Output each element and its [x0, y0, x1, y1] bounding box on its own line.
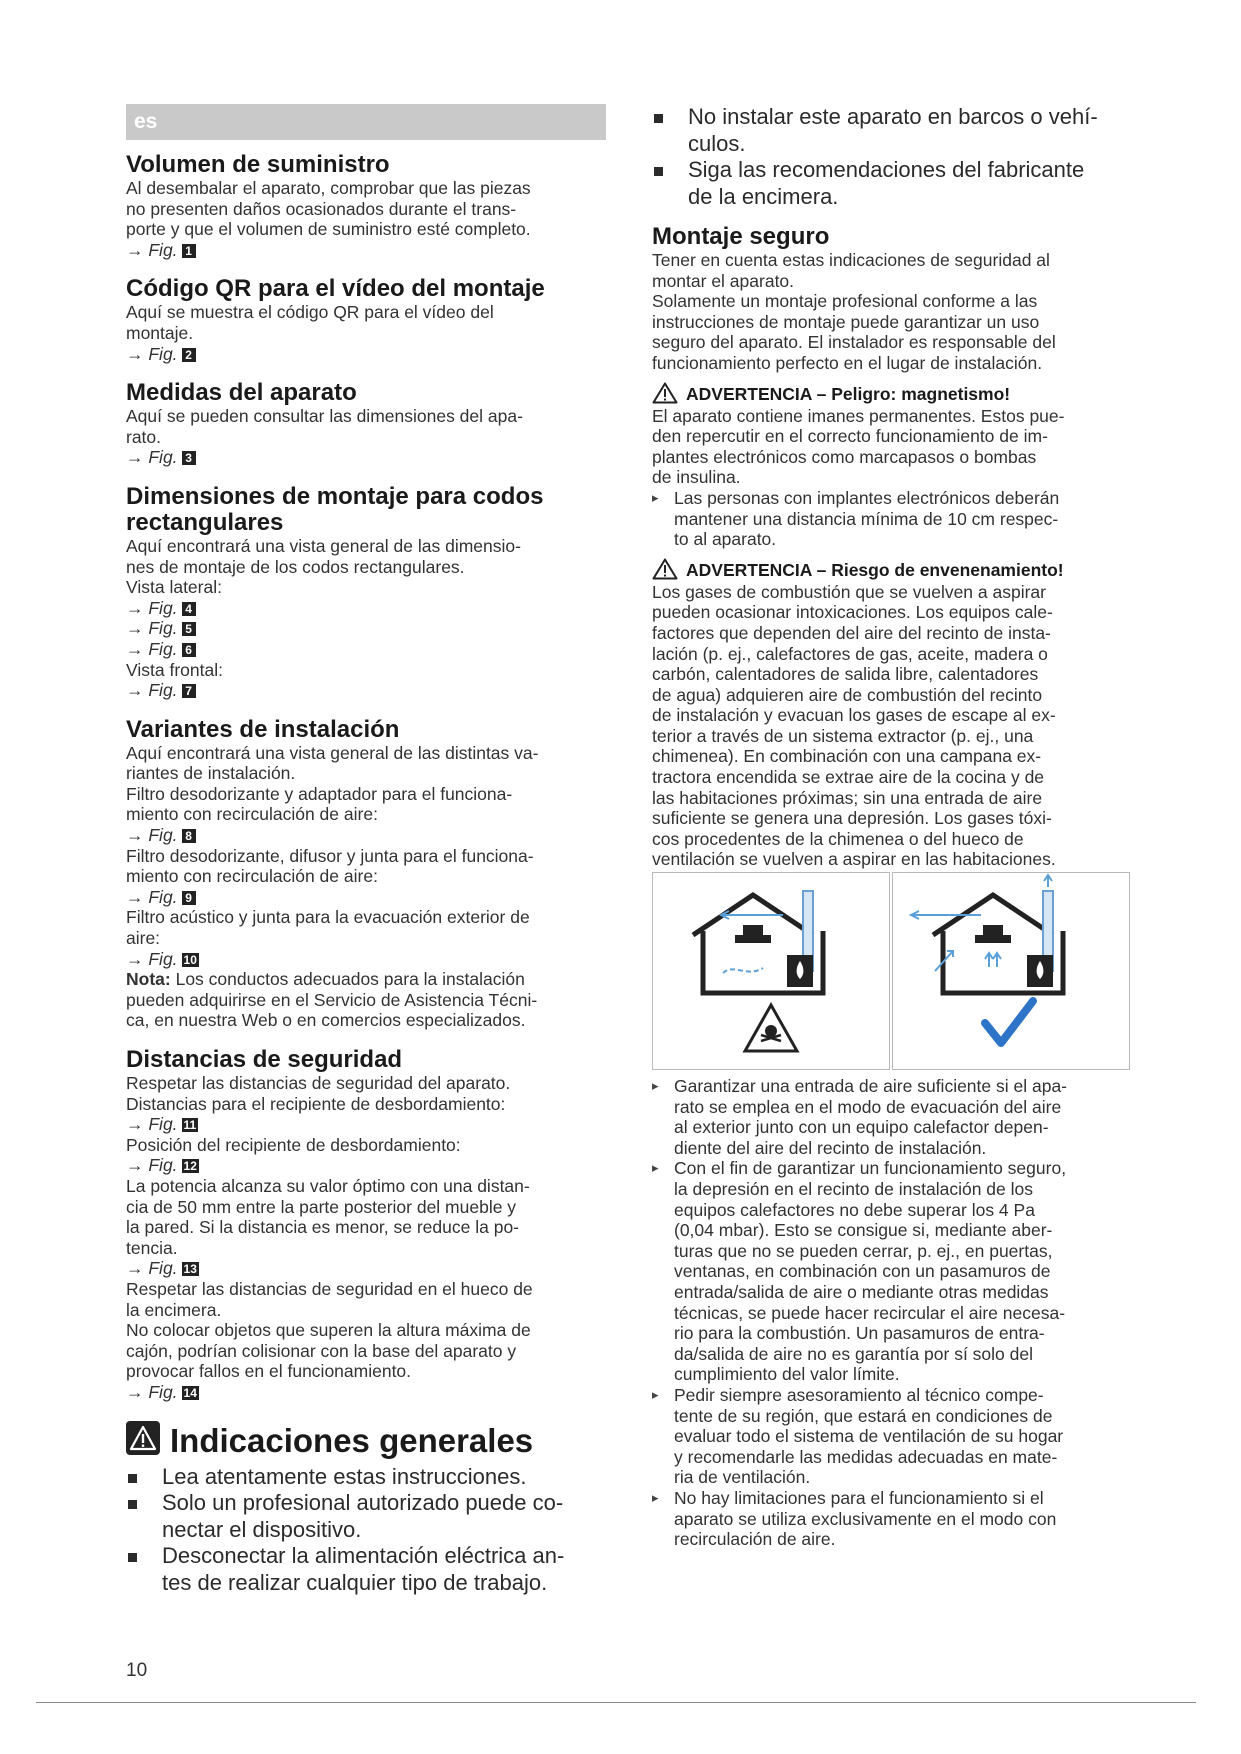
- list-item: ▸ No hay limitaciones para el funcionamiento si el aparato se utiliza exclusivamente en el modo con recirculación de aire.: [652, 1488, 1130, 1550]
- text-line: No colocar objetos que superen la altura máxima de: [126, 1320, 531, 1341]
- checkmark-icon: [985, 1001, 1033, 1043]
- text-line: la pared. Si la distancia es menor, se reduce la po-: [126, 1217, 519, 1238]
- text-line: nes de montaje de los codos rectangulares.: [126, 556, 465, 577]
- text-line: factores que dependen del aire del recinto de insta-: [652, 622, 1051, 643]
- text-line: miento con recirculación de aire:: [126, 804, 378, 825]
- text-line: Filtro acústico y junta para la evacuación exterior de: [126, 907, 530, 928]
- figure-ref: → Fig. 10: [126, 948, 197, 969]
- text-line: lación (p. ej., calefactores de gas, aceite, madera o: [652, 643, 1048, 664]
- list-item: Lea atentamente estas instrucciones.: [126, 1464, 606, 1491]
- note-line: ca, en nuestra Web o en comercios especializados.: [126, 1010, 526, 1031]
- left-column: [126, 152, 606, 1596]
- hood-icon: [975, 925, 1011, 943]
- list-item: ▸ Pedir siempre asesoramiento al técnico compe- tente de su región, que estará en condiciones de evaluar todo el sistema de ventilación de su hogar y recomendarle las medidas adecuadas en mate- ria de ventilación.: [652, 1385, 1130, 1488]
- text-line: provocar fallos en el funcionamiento.: [126, 1361, 412, 1382]
- text-line: funcionamiento perfecto en el lugar de instalación.: [652, 352, 1043, 373]
- text-line: Aquí se pueden consultar las dimensiones del apa-: [126, 406, 523, 427]
- section-title: Código QR para el vídeo del montaje: [126, 275, 545, 303]
- text-line: montar el aparato.: [652, 270, 795, 291]
- figure-number: 10: [183, 952, 197, 967]
- text-line: La potencia alcanza su valor óptimo con una distan-: [126, 1175, 530, 1196]
- figure-number: 2: [182, 348, 196, 362]
- text-line: miento con recirculación de aire:: [126, 866, 378, 887]
- figure-number: 9: [182, 891, 196, 905]
- section-montaje-seguro: [652, 224, 1130, 374]
- text-line: Vista frontal:: [126, 659, 223, 680]
- figure-ref: → Fig. 2: [126, 344, 606, 365]
- figure-ref: → Fig. 14: [126, 1381, 197, 1402]
- section-title: Variantes de instalación: [126, 715, 400, 743]
- list-item: Desconectar la alimentación eléctrica an- tes de realizar cualquier tipo de trabajo.: [126, 1543, 606, 1596]
- section-title: Medidas del aparato: [126, 379, 357, 407]
- section-medidas: [126, 380, 606, 468]
- figure-ref: → Fig. 7: [126, 680, 606, 701]
- section-title: Montaje seguro: [652, 223, 830, 250]
- section-codigo-qr: [126, 276, 606, 364]
- text-line: de instalación y evacuan los gases de escape al ex-: [652, 705, 1056, 726]
- list-item: Siga las recomendaciones del fabricante de la encimera.: [652, 157, 1130, 210]
- text-line: porte y que el volumen de suministro esté completo.: [126, 219, 531, 240]
- figure-number: 3: [182, 451, 196, 465]
- text-line: Posición del recipiente de desbordamiento:: [126, 1134, 461, 1155]
- figure-number: 14: [183, 1385, 197, 1400]
- note-line: pueden adquirirse en el Servicio de Asistencia Técni-: [126, 989, 538, 1010]
- text-line: Tener en cuenta estas indicaciones de seguridad al: [652, 250, 1050, 270]
- section-title: rectangulares: [126, 508, 284, 536]
- text-line: Respetar las distancias de seguridad en el hueco de: [126, 1278, 533, 1299]
- text-line: seguro del aparato. El instalador es responsable del: [652, 332, 1056, 353]
- warning-envenenamiento: [652, 558, 1130, 870]
- text-line: Los gases de combustión que se vuelven a aspirar: [652, 581, 1046, 602]
- text-line: tractora encendida se extrae aire de la cocina y de: [652, 767, 1045, 788]
- figure-number: 1: [182, 244, 196, 258]
- hood-icon: [735, 925, 771, 943]
- section-indicaciones-generales: [126, 1421, 606, 1597]
- section-title: Distancias de seguridad: [126, 1046, 403, 1073]
- text-line: Aquí encontrará una vista general de las distintas va-: [126, 742, 539, 763]
- section-distancias: [126, 1047, 606, 1403]
- list-item: Solo un profesional autorizado puede co- nectar el dispositivo.: [126, 1490, 606, 1543]
- figure-number: 7: [182, 684, 196, 698]
- text-line: cajón, podrían colisionar con la base del aparato y: [126, 1340, 517, 1361]
- right-column: [652, 104, 1130, 1550]
- section-title: Volumen de suministro: [126, 151, 390, 178]
- figure-number: 8: [182, 829, 196, 843]
- text-line: El aparato contiene imanes permanentes. Estos pue-: [652, 405, 1065, 426]
- text-line: cos procedentes de la chimenea o del hueco de: [652, 828, 1024, 849]
- figure-ref: → Fig. 6: [126, 639, 606, 660]
- footer-rule: [36, 1702, 1196, 1703]
- figure-number: 11: [183, 1118, 197, 1133]
- text-line: Aquí se muestra el código QR para el vídeo del: [126, 302, 494, 323]
- text-line: Respetar las distancias de seguridad del aparato.: [126, 1073, 511, 1093]
- figure-ref: → Fig. 4: [126, 598, 606, 619]
- text-line: de agua) adquieren aire de combustión del recinto: [652, 684, 1043, 705]
- general-bullet-list: [126, 1464, 606, 1597]
- note-label: Nota:: [126, 969, 171, 990]
- text-line: Distancias para el recipiente de desbordamiento:: [126, 1093, 506, 1114]
- section-dimensiones: [126, 484, 606, 701]
- figure-number: 13: [183, 1262, 197, 1277]
- figure-number: 4: [182, 602, 196, 616]
- text-line: Aquí encontrará una vista general de las dimensio-: [126, 535, 521, 556]
- text-line: den repercutir en el correcto funcionamiento de im-: [652, 426, 1048, 447]
- text-line: chimenea). En combinación con una campana ex-: [652, 746, 1042, 767]
- text-line: Filtro desodorizante y adaptador para el funciona-: [126, 783, 513, 804]
- text-line: Filtro desodorizante, difusor y junta para el funciona-: [126, 845, 534, 866]
- page-number: 10: [126, 1660, 148, 1681]
- text-line: Al desembalar el aparato, comprobar que las piezas: [126, 178, 531, 198]
- warning-triangle-icon: [652, 558, 678, 580]
- top-bullet-list: [652, 104, 1130, 210]
- text-line: montaje.: [126, 322, 194, 343]
- warning-title: ADVERTENCIA – Riesgo de envenenamiento!: [652, 558, 1130, 582]
- warning-triangle-icon: [652, 382, 678, 404]
- text-line: Vista lateral:: [126, 577, 222, 598]
- text-line: terior a través de un sistema extractor (p. ej., una: [652, 725, 1034, 746]
- figure-ref: → Fig. 13: [126, 1258, 197, 1279]
- list-item: ▸ Garantizar una entrada de aire suficiente si el apa- rato se emplea en el modo de evacuación del aire al exterior junto con un equipo calefactor depen- diente del aire del recinto de instalación.: [652, 1076, 1130, 1158]
- warning-icon: [126, 1421, 160, 1455]
- text-line: carbón, calentadores de salida libre, calentadores: [652, 664, 1039, 685]
- text-line: rato.: [126, 426, 162, 447]
- text-line: tencia.: [126, 1237, 178, 1258]
- list-item: No instalar este aparato en barcos o vehí- culos.: [652, 104, 1130, 157]
- text-line: suficiente se genera una depresión. Los gases tóxi-: [652, 808, 1052, 829]
- figure-number: 12: [183, 1159, 197, 1174]
- list-item: ▸ Las personas con implantes electrónicos deberán mantener una distancia mínima de 10 cm respec- to al aparato.: [652, 488, 1130, 550]
- figure-ref: → Fig. 11: [126, 1114, 197, 1135]
- warning-list: [652, 488, 1130, 550]
- text-line: cia de 50 mm entre la parte posterior del mueble y: [126, 1196, 517, 1217]
- language-tag: es: [126, 104, 606, 140]
- figure-ref: → Fig. 8: [126, 825, 606, 846]
- figure-ref: → Fig. 5: [126, 618, 606, 639]
- panel-danger: [652, 872, 890, 1070]
- section-title: Dimensiones de montaje para codos: [126, 482, 544, 510]
- ventilation-list: [652, 1076, 1130, 1550]
- warning-magnetismo: [652, 382, 1130, 550]
- text-line: de insulina.: [652, 467, 741, 488]
- text-line: ventilación se vuelven a aspirar en las habitaciones.: [652, 849, 1056, 870]
- figure-number: 6: [182, 643, 196, 657]
- text-line: instrucciones de montaje puede garantizar un uso: [652, 311, 1040, 332]
- section-volumen: [126, 152, 606, 260]
- text-line: plantes electrónicos como marcapasos o bombas: [652, 446, 1037, 467]
- text-line: las habitaciones próximas; sin una entrada de aire: [652, 787, 1043, 808]
- text-line: Solamente un montaje profesional conforme a las: [652, 291, 1038, 312]
- chapter-title: Indicaciones generales: [126, 1421, 606, 1460]
- text-line: no presenten daños ocasionados durante el trans-: [126, 198, 517, 219]
- panel-correct: [892, 872, 1130, 1070]
- ventilation-illustration: [652, 872, 1130, 1070]
- section-variantes: [126, 717, 606, 1031]
- figure-ref: → Fig. 3: [126, 447, 606, 468]
- note-line: Nota: Los conductos adecuados para la instalación: [126, 969, 525, 990]
- warning-title: ADVERTENCIA – Peligro: magnetismo!: [652, 382, 1130, 406]
- text-line: pueden ocasionar intoxicaciones. Los equipos cale-: [652, 602, 1053, 623]
- figure-ref: → Fig. 1: [126, 240, 606, 261]
- list-item: ▸ Con el fin de garantizar un funcionamiento seguro, la depresión en el recinto de instalación de los equipos calefactores no debe superar los 4 Pa (0,04 mbar). Esto se consigue si, mediante aber- turas que no se pueden cerrar, p. ej., en puertas, ventanas, en combinación con un pasamuros de entrada/salida de aire o mediante otras medidas técnicas, se puede hacer recircular el aire necesa- rio para la combustión. Un pasamuros de entra- da/salida de aire no es garantía por sí solo del cumplimiento del valor límite.: [652, 1158, 1130, 1385]
- figure-number: 5: [182, 622, 196, 636]
- text-line: la encimera.: [126, 1299, 222, 1320]
- figure-ref: → Fig. 12: [126, 1155, 197, 1176]
- text-line: riantes de instalación.: [126, 763, 296, 784]
- text-line: aire:: [126, 928, 161, 949]
- figure-ref: → Fig. 9: [126, 887, 606, 908]
